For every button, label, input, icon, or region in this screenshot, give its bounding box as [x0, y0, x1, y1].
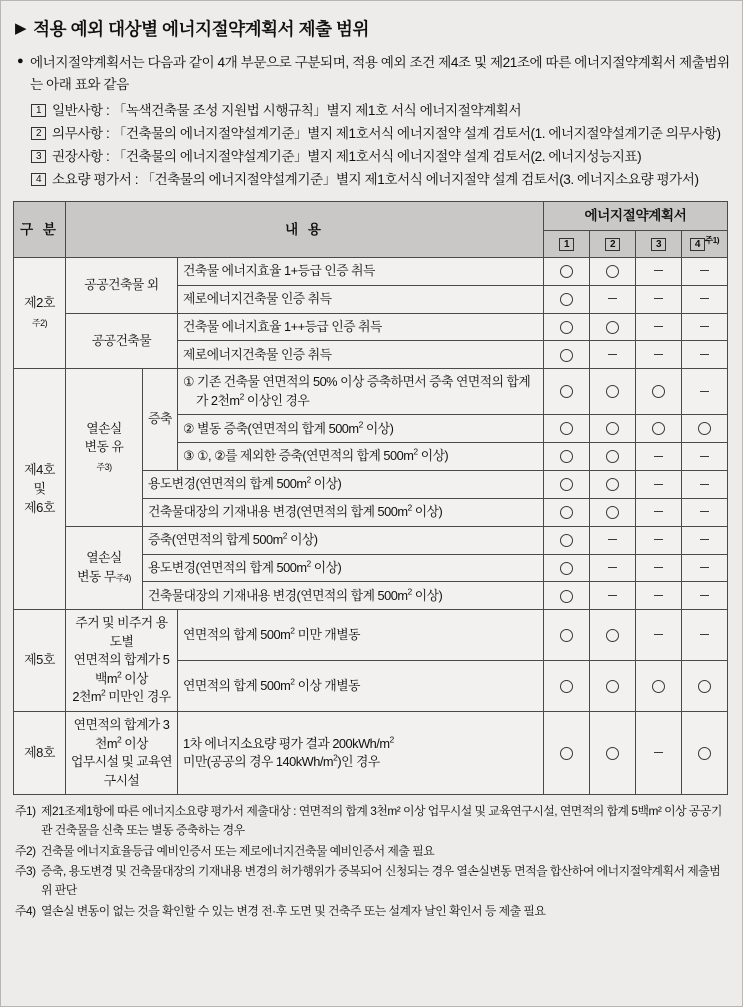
- mark-cell: [544, 415, 590, 443]
- mark-cell: [590, 582, 636, 610]
- table-header: [14, 202, 728, 258]
- mark-cell: [590, 610, 636, 661]
- mark-cell: [544, 341, 590, 369]
- mark-cell: [682, 471, 728, 499]
- footnote: [15, 862, 730, 901]
- row-subcategory-2: 증축: [143, 369, 178, 471]
- mark-cell: [544, 285, 590, 313]
- mark-cell: [682, 498, 728, 526]
- row-category: 제4호 및 제6호: [14, 369, 66, 610]
- mark-cell: [544, 443, 590, 471]
- mark-cell: [682, 582, 728, 610]
- mark-cell: [682, 443, 728, 471]
- row-subcategory: 연면적의 합계가 3천$m^2$ 이상 업무시설 및 교육연구시설: [66, 712, 178, 795]
- mark-cell: [682, 712, 728, 795]
- mark-cell: [544, 610, 590, 661]
- mark-cell: [682, 257, 728, 285]
- row-category: 제8호: [14, 712, 66, 795]
- row-subcategory: 공공건축물 외: [66, 257, 178, 313]
- list-item-text: 소요량 평가서 : 「건축물의 에너지절약설계기준」별지 제1호서식 에너지절약 설계 검토서(3. 에너지소요량 평가서): [52, 172, 699, 188]
- row-description: 용도변경(연면적의 합계 $500m^2$ 이상): [143, 471, 544, 499]
- mark-cell: [682, 415, 728, 443]
- mark-cell: [682, 369, 728, 415]
- mark-cell: [590, 313, 636, 341]
- mark-cell: [636, 554, 682, 582]
- footnote: [15, 842, 730, 861]
- row-description: 연면적의 합계 $500m^2$ 미만 개별동: [178, 610, 544, 661]
- row-description: 1차 에너지소요량 평가 결과 $200kWh/m^2$ 미만(공공의 경우 $140kWh/m^2$)인 경우: [178, 712, 544, 795]
- column-header-mark-4: 4 $^{주1)}$: [682, 230, 728, 257]
- mark-cell: [590, 471, 636, 499]
- footnotes: [15, 802, 730, 921]
- mark-cell: [590, 443, 636, 471]
- column-header-content: 내 용: [66, 202, 544, 258]
- list-item: [31, 123, 730, 145]
- row-description: ② 별동 증축(연면적의 합계 $500m^2$ 이상): [178, 415, 544, 443]
- mark-cell: [682, 313, 728, 341]
- mark-cell: [544, 313, 590, 341]
- mark-cell: [590, 369, 636, 415]
- table-body: [14, 257, 728, 794]
- mark-cell: [590, 661, 636, 712]
- row-subcategory: 공공건축물: [66, 313, 178, 369]
- row-description: 제로에너지건축물 인증 취득: [178, 285, 544, 313]
- mark-cell: [636, 526, 682, 554]
- mark-cell: [682, 554, 728, 582]
- submission-scope-table: [13, 201, 728, 795]
- mark-cell: [682, 610, 728, 661]
- row-subcategory: 주거 및 비주거 용도별 연면적의 합계가 5백$m^2$ 이상 2천$m^2$ 미만인 경우: [66, 610, 178, 712]
- table-row: [14, 526, 728, 554]
- footnote-text: 열손실 변동이 없는 것을 확인할 수 있는 변경 전·후 도면 및 건축주 또는 설계자 날인 확인서 등 제출 필요: [41, 903, 546, 918]
- mark-cell: [636, 498, 682, 526]
- boxed-number-icon: 3: [31, 146, 52, 167]
- mark-cell: [636, 610, 682, 661]
- triangle-bullet-icon: ▶: [15, 20, 27, 37]
- numbered-list: [31, 100, 730, 191]
- page-title-text: 적용 예외 대상별 에너지절약계획서 제출 범위: [33, 19, 370, 39]
- mark-cell: [590, 285, 636, 313]
- row-description: 건축물 에너지효율 1+등급 인증 취득: [178, 257, 544, 285]
- mark-cell: [636, 582, 682, 610]
- mark-cell: [590, 554, 636, 582]
- row-description: 건축물대장의 기재내용 변경(연면적의 합계 $500m^2$ 이상): [143, 498, 544, 526]
- mark-cell: [636, 313, 682, 341]
- mark-cell: [636, 415, 682, 443]
- mark-cell: [636, 285, 682, 313]
- list-item-text: 권장사항 : 「건축물의 에너지절약설계기준」별지 제1호서식 에너지절약 설계 검토서(2. 에너지성능지표): [52, 149, 642, 165]
- mark-cell: [682, 285, 728, 313]
- footnote-label: 주4): [15, 903, 36, 918]
- intro-text: 에너지절약계획서는 다음과 같이 4개 부문으로 구분되며, 적용 예외 조건 제4조 및 제21조에 따른 에너지절약계획서 제출범위는 아래 표와 같음: [30, 55, 730, 93]
- footnote-label: 주1): [15, 804, 36, 819]
- mark-cell: [590, 341, 636, 369]
- table-row: [14, 610, 728, 661]
- mark-cell: [682, 526, 728, 554]
- footnote: [15, 802, 730, 841]
- footnote: [15, 902, 730, 921]
- intro-paragraph: [17, 52, 730, 96]
- mark-cell: [590, 498, 636, 526]
- mark-cell: [636, 257, 682, 285]
- row-description: ① 기존 건축물 연면적의 50% 이상 증축하면서 증축 연면적의 합계가 2천$m^2$ 이상인 경우: [178, 369, 544, 415]
- footnote-text: 증축, 용도변경 및 건축물대장의 기재내용 변경의 허가행위가 중복되어 신청되는 경우 열손실변동 면적을 합산하여 에너지절약계획서 제출범위 판단: [41, 864, 721, 898]
- table-row: [14, 712, 728, 795]
- mark-cell: [544, 554, 590, 582]
- column-header-mark-1: 1: [544, 230, 590, 257]
- column-header-mark-2: 2: [590, 230, 636, 257]
- list-item-text: 의무사항 : 「건축물의 에너지절약설계기준」별지 제1호서식 에너지절약 설계 검토서(1. 에너지절약설계기준 의무사항): [52, 126, 721, 142]
- mark-cell: [590, 712, 636, 795]
- footnote-text: 제21조제1항에 따른 에너지소요량 평가서 제출대상 : 연면적의 합계 3천m² 이상 업무시설 및 교육연구시설, 연면적의 합계 5백m² 이상 공공기관 건축물을 신축 또는 별동 증축하는 경우: [41, 804, 722, 838]
- mark-cell: [590, 257, 636, 285]
- mark-cell: [636, 712, 682, 795]
- mark-cell: [544, 471, 590, 499]
- mark-cell: [590, 415, 636, 443]
- row-description: 연면적의 합계 $500m^2$ 이상 개별동: [178, 661, 544, 712]
- row-description: 제로에너지건축물 인증 취득: [178, 341, 544, 369]
- column-header-plan-group: 에너지절약계획서: [544, 202, 728, 231]
- column-header-gubun: 구 분: [14, 202, 66, 258]
- row-subcategory: 열손실 변동 무주4): [66, 526, 143, 610]
- footnote-text: 건축물 에너지효율등급 예비인증서 또는 제로에너지건축물 예비인증서 제출 필요: [41, 843, 435, 858]
- footnote-label: 주3): [15, 864, 36, 879]
- row-category: 제2호 주2): [14, 257, 66, 368]
- round-bullet-icon: ●: [17, 55, 24, 67]
- row-description: 용도변경(연면적의 합계 $500m^2$ 이상): [143, 554, 544, 582]
- list-item: [31, 169, 730, 191]
- list-item-text: 일반사항 : 「녹색건축물 조성 지원법 시행규칙」별지 제1호 서식 에너지절약계획서: [52, 103, 522, 119]
- mark-cell: [590, 526, 636, 554]
- list-item: [31, 146, 730, 168]
- table-row: [14, 313, 728, 341]
- table-row: [14, 369, 728, 415]
- mark-cell: [636, 341, 682, 369]
- row-category: 제5호: [14, 610, 66, 712]
- column-header-mark-3: 3: [636, 230, 682, 257]
- footnote-label: 주2): [15, 843, 36, 858]
- mark-cell: [636, 369, 682, 415]
- table-row: [14, 257, 728, 285]
- row-subcategory: 열손실 변동 유 주3): [66, 369, 143, 526]
- mark-cell: [544, 498, 590, 526]
- mark-cell: [544, 526, 590, 554]
- mark-cell: [636, 443, 682, 471]
- mark-cell: [636, 661, 682, 712]
- mark-cell: [544, 661, 590, 712]
- page-title: [15, 16, 730, 41]
- mark-cell: [636, 471, 682, 499]
- list-item: [31, 100, 730, 122]
- mark-cell: [544, 582, 590, 610]
- mark-cell: [544, 369, 590, 415]
- mark-cell: [682, 661, 728, 712]
- row-description: 건축물대장의 기재내용 변경(연면적의 합계 $500m^2$ 이상): [143, 582, 544, 610]
- row-description: 건축물 에너지효율 1++등급 인증 취득: [178, 313, 544, 341]
- boxed-number-icon: 2: [31, 123, 52, 144]
- boxed-number-icon: 1: [31, 100, 52, 121]
- mark-cell: [682, 341, 728, 369]
- row-description: ③ ①, ②를 제외한 증축(연면적의 합계 $500m^2$ 이상): [178, 443, 544, 471]
- mark-cell: [544, 257, 590, 285]
- boxed-number-icon: 4: [31, 169, 52, 190]
- mark-cell: [544, 712, 590, 795]
- row-description: 증축(연면적의 합계 $500m^2$ 이상): [143, 526, 544, 554]
